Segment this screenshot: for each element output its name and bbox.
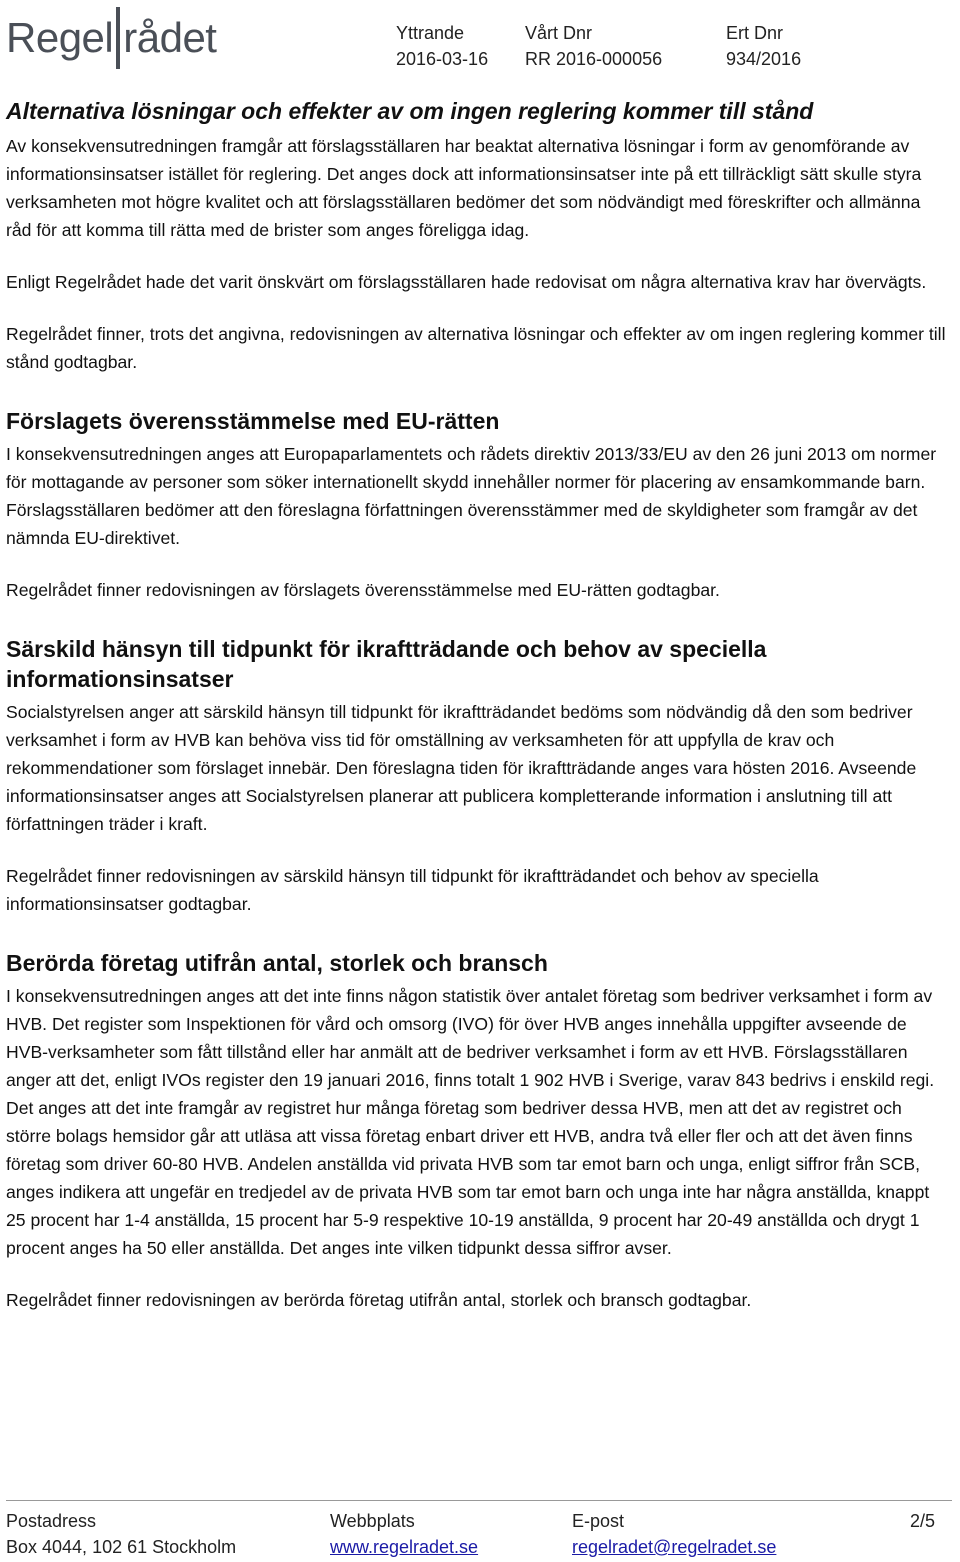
postadress-label: Postadress — [6, 1511, 97, 1531]
footer-postadress — [6, 1508, 236, 1560]
footer-epost — [572, 1508, 776, 1560]
page-header — [0, 0, 960, 82]
paragraph: Socialstyrelsen anger att särskild hänsyn till tidpunkt för ikraftträdandet bedöms som nödvändig då den som bedriver verksamhet i form av HVB kan behöva viss tid för omställning av verksamheten för att uppfylla de krav och rekommendationer som förslaget innebär. Den föreslagna tiden för ikraftträdande anges vara hösten 2016. Avseende informationsinsatser anges att Socialstyrelsen planerar att publicera kompletterande information i anslutning till att författningen träder i kraft. — [6, 702, 917, 834]
paragraph: Regelrådet finner redovisningen av särskild hänsyn till tidpunkt för ikraftträdandet och behov av speciella informationsinsatser godtagbar. — [6, 866, 819, 914]
paragraph: Regelrådet finner redovisningen av berörda företag utifrån antal, storlek och bransch godtagbar. — [6, 1290, 752, 1310]
header-vart-dnr — [525, 20, 662, 72]
paragraph: Av konsekvensutredningen framgår att förslagsställaren har beaktat alternativa lösningar i form av genomförande av informationsinsatser istället för reglering. Det anges dock att informationsinsatser inte på ett tillräckligt sätt skulle styra verksamheten mot högre kvalitet och att förslagsställaren bedömer det som nödvändigt med föreskrifter och allmänna råd för att komma till rätta med de brister som anges föreligga idag. — [6, 136, 922, 240]
paragraph: Regelrådet finner, trots det angivna, redovisningen av alternativa lösningar och effekter av om ingen reglering kommer till stånd godtagbar. — [6, 324, 946, 372]
website-link[interactable]: www.regelradet.se — [330, 1537, 479, 1557]
postadress-value: Box 4044, 102 61 Stockholm — [6, 1537, 237, 1557]
paragraph: I konsekvensutredningen anges att det inte finns någon statistik över antalet företag som bedriver verksamhet i form av HVB. Det register som Inspektionen för vård och omsorg (IVO) för över HVB anges innehålla uppgifter avseende de HVB-verksamheter som fått tillstånd eller har anmält att de bedriver verksamhet i form av ett HVB. Förslagsställaren anger att det, enligt IVOs register den 19 januari 2016, finns totalt 1 902 HVB i Sverige, varav 843 bedrivs i enskild regi. Det anges att det inte framgår av registret hur många företag som bedriver dessa HVB, men att det av registret och större bolags hemsidor går att utläsa att vissa företag enbart driver ett HVB, andra två eller fler och att det även finns företag som driver 60-80 HVB. Andelen anställda vid privata HVB som tar emot barn och unga, enligt siffror från SCB, anges indikera att ungefär en tredjedel av de privata HVB som tar emot barn och unga inte har några anställda, knappt 25 procent har 1-4 anställda, 15 procent har 5-9 respektive 10-19 anställda, 9 procent har 20-49 anställda och drygt 1 procent anges ha 50 eller anställda. Det anges inte vilken tidpunkt dessa siffror avser. — [6, 986, 935, 1258]
footer-divider — [6, 1500, 952, 1501]
paragraph: Enligt Regelrådet hade det varit önskvärt om förslagsställaren hade redovisat om några alternativa krav har övervägts. — [6, 272, 927, 292]
section-heading: Förslagets överensstämmelse med EU-rätten — [6, 408, 500, 434]
header-ert-dnr — [726, 20, 801, 72]
logo-text-left: Regel — [6, 14, 114, 61]
header-yttrande — [396, 20, 488, 72]
vart-dnr-value: RR 2016-000056 — [525, 49, 663, 69]
paragraph: I konsekvensutredningen anges att Europaparlamentets och rådets direktiv 2013/33/EU av den 26 juni 2013 om normer för mottagande av personer som söker internationellt skydd innehåller normer för placering av ensamkommande barn. Förslagsställaren bedömer att den föreslagna författningen överensstämmer med de skyldigheter som framgår av det nämnda EU-direktivet. — [6, 444, 937, 548]
section-heading: Berörda företag utifrån antal, storlek och bransch — [6, 950, 548, 976]
email-link[interactable]: regelradet@regelradet.se — [572, 1537, 777, 1557]
epost-label: E-post — [572, 1511, 625, 1531]
page-footer — [0, 1500, 960, 1562]
yttrande-label: Yttrande — [396, 23, 465, 43]
yttrande-date: 2016-03-16 — [396, 49, 489, 69]
ert-dnr-value: 934/2016 — [726, 49, 802, 69]
vart-dnr-label: Vårt Dnr — [525, 23, 593, 43]
logo-divider — [116, 7, 120, 69]
regelradet-logo — [6, 6, 216, 70]
paragraph: Regelrådet finner redovisningen av förslagets överensstämmelse med EU-rätten godtagbar. — [6, 580, 720, 600]
logo-text-right: rådet — [123, 14, 217, 61]
page-number: 2/5 — [910, 1511, 936, 1531]
section-heading: Alternativa lösningar och effekter av om ingen reglering kommer till stånd — [6, 98, 814, 124]
footer-webbplats — [330, 1508, 478, 1560]
ert-dnr-label: Ert Dnr — [726, 23, 784, 43]
webbplats-label: Webbplats — [330, 1511, 415, 1531]
document-body — [6, 96, 946, 1314]
section-heading: Särskild hänsyn till tidpunkt för ikraftträdande och behov av speciella informationsinsatser — [6, 636, 767, 692]
